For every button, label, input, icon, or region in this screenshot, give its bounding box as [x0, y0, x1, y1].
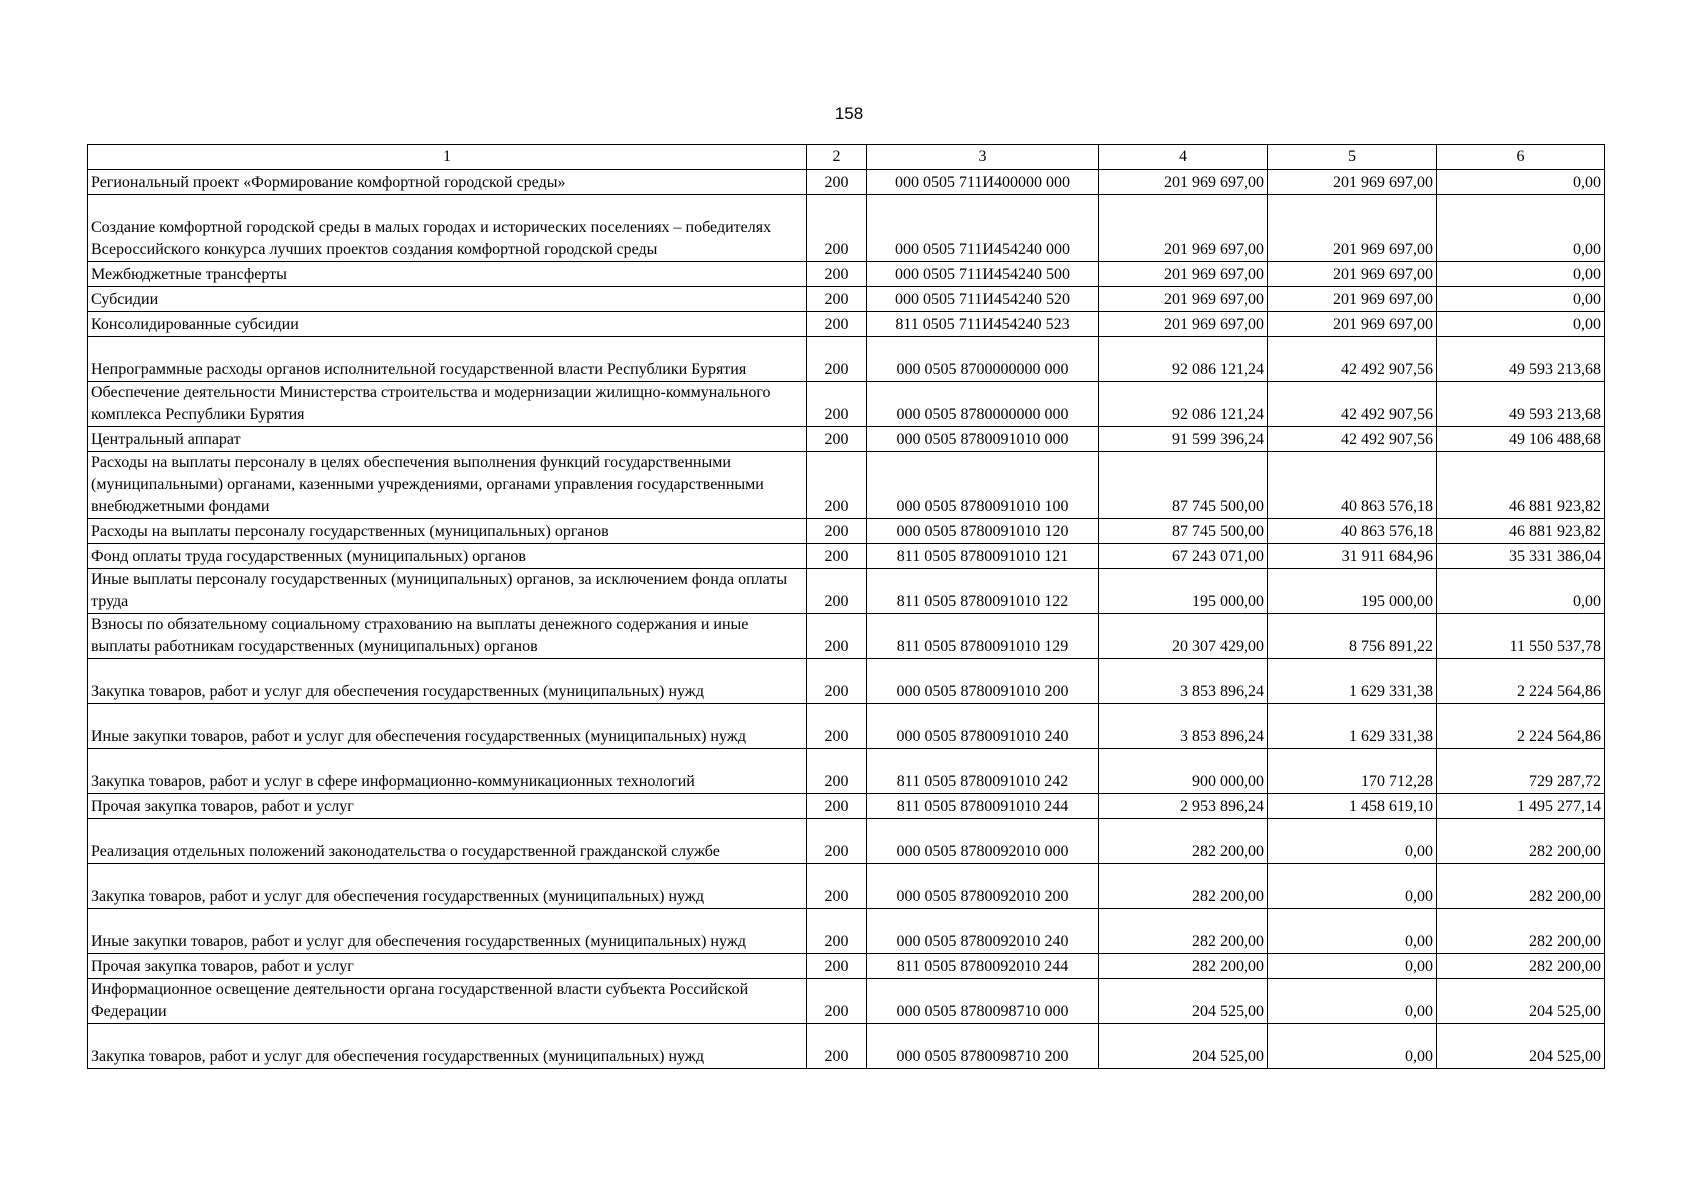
- row-classification-cell: 000 0505 8780000000 000: [867, 382, 1099, 427]
- row-classification-cell: 000 0505 8780091010 120: [867, 519, 1099, 544]
- row-amount-4-cell: 204 525,00: [1099, 979, 1268, 1024]
- row-amount-4-cell: 2 953 896,24: [1099, 794, 1268, 819]
- row-code-cell: 200: [807, 954, 867, 979]
- row-name-cell: Реализация отдельных положений законодательства о государственной гражданской службе: [88, 819, 807, 864]
- row-classification-cell: 811 0505 711И454240 523: [867, 312, 1099, 337]
- row-code-cell: 200: [807, 312, 867, 337]
- row-classification-cell: 000 0505 8780092010 240: [867, 909, 1099, 954]
- row-name-cell: Непрограммные расходы органов исполнительной государственной власти Республики Бурятия: [88, 337, 807, 382]
- row-amount-5-cell: 201 969 697,00: [1268, 287, 1437, 312]
- row-amount-4-cell: 3 853 896,24: [1099, 704, 1268, 749]
- row-classification-cell: 000 0505 711И454240 520: [867, 287, 1099, 312]
- row-amount-5-cell: 42 492 907,56: [1268, 337, 1437, 382]
- row-amount-6-cell: 49 106 488,68: [1437, 427, 1605, 452]
- row-classification-cell: 811 0505 8780091010 121: [867, 544, 1099, 569]
- row-amount-5-cell: 0,00: [1268, 1024, 1437, 1069]
- table-row: [88, 954, 1605, 979]
- row-amount-6-cell: 729 287,72: [1437, 749, 1605, 794]
- row-amount-4-cell: 201 969 697,00: [1099, 287, 1268, 312]
- row-name-cell: Консолидированные субсидии: [88, 312, 807, 337]
- row-amount-6-cell: 0,00: [1437, 287, 1605, 312]
- row-code-cell: 200: [807, 452, 867, 519]
- row-amount-4-cell: 204 525,00: [1099, 1024, 1268, 1069]
- row-amount-6-cell: 2 224 564,86: [1437, 704, 1605, 749]
- row-code-cell: 200: [807, 427, 867, 452]
- row-code-cell: 200: [807, 170, 867, 195]
- table-row: [88, 749, 1605, 794]
- row-amount-5-cell: 40 863 576,18: [1268, 452, 1437, 519]
- row-code-cell: 200: [807, 614, 867, 659]
- row-name-cell: Расходы на выплаты персоналу в целях обеспечения выполнения функций государственными (муниципальными) органами, казенными учреждениями, органами управления государственными внебюджетными фондами: [88, 452, 807, 519]
- row-amount-5-cell: 8 756 891,22: [1268, 614, 1437, 659]
- row-amount-6-cell: 1 495 277,14: [1437, 794, 1605, 819]
- row-name-cell: Иные выплаты персоналу государственных (муниципальных) органов, за исключением фонда оплаты труда: [88, 569, 807, 614]
- row-amount-4-cell: 282 200,00: [1099, 954, 1268, 979]
- row-code-cell: 200: [807, 544, 867, 569]
- table-row: [88, 312, 1605, 337]
- row-amount-6-cell: 282 200,00: [1437, 819, 1605, 864]
- row-name-cell: Закупка товаров, работ и услуг в сфере информационно-коммуникационных технологий: [88, 749, 807, 794]
- row-amount-5-cell: 1 629 331,38: [1268, 704, 1437, 749]
- row-classification-cell: 000 0505 8780098710 000: [867, 979, 1099, 1024]
- row-amount-6-cell: 46 881 923,82: [1437, 519, 1605, 544]
- row-code-cell: 200: [807, 382, 867, 427]
- row-amount-4-cell: 282 200,00: [1099, 909, 1268, 954]
- row-amount-5-cell: 0,00: [1268, 864, 1437, 909]
- row-amount-6-cell: 0,00: [1437, 170, 1605, 195]
- row-classification-cell: 811 0505 8780091010 244: [867, 794, 1099, 819]
- row-amount-5-cell: 1 458 619,10: [1268, 794, 1437, 819]
- row-name-cell: Информационное освещение деятельности органа государственной власти субъекта Российской Федерации: [88, 979, 807, 1024]
- table-row: [88, 337, 1605, 382]
- table-row: [88, 382, 1605, 427]
- column-header-4: 4: [1099, 145, 1268, 170]
- row-amount-4-cell: 201 969 697,00: [1099, 312, 1268, 337]
- row-amount-5-cell: 0,00: [1268, 819, 1437, 864]
- row-amount-6-cell: 204 525,00: [1437, 1024, 1605, 1069]
- row-amount-6-cell: 282 200,00: [1437, 864, 1605, 909]
- row-code-cell: 200: [807, 195, 867, 262]
- row-amount-4-cell: 282 200,00: [1099, 864, 1268, 909]
- column-header-3: 3: [867, 145, 1099, 170]
- row-classification-cell: 000 0505 711И454240 500: [867, 262, 1099, 287]
- row-code-cell: 200: [807, 337, 867, 382]
- row-name-cell: Иные закупки товаров, работ и услуг для обеспечения государственных (муниципальных) нужд: [88, 909, 807, 954]
- table-row: [88, 909, 1605, 954]
- table-row: [88, 659, 1605, 704]
- row-amount-5-cell: 201 969 697,00: [1268, 312, 1437, 337]
- row-name-cell: Создание комфортной городской среды в малых городах и исторических поселениях – победителях Всероссийского конкурса лучших проектов создания комфортной городской среды: [88, 195, 807, 262]
- table-row: [88, 452, 1605, 519]
- row-amount-5-cell: 201 969 697,00: [1268, 170, 1437, 195]
- table-row: [88, 1024, 1605, 1069]
- row-amount-4-cell: 92 086 121,24: [1099, 337, 1268, 382]
- row-classification-cell: 000 0505 8700000000 000: [867, 337, 1099, 382]
- row-amount-5-cell: 42 492 907,56: [1268, 427, 1437, 452]
- table-row: [88, 819, 1605, 864]
- row-name-cell: Субсидии: [88, 287, 807, 312]
- row-code-cell: 200: [807, 794, 867, 819]
- row-classification-cell: 811 0505 8780091010 122: [867, 569, 1099, 614]
- row-name-cell: Иные закупки товаров, работ и услуг для обеспечения государственных (муниципальных) нужд: [88, 704, 807, 749]
- row-amount-4-cell: 91 599 396,24: [1099, 427, 1268, 452]
- row-amount-6-cell: 2 224 564,86: [1437, 659, 1605, 704]
- row-amount-4-cell: 87 745 500,00: [1099, 519, 1268, 544]
- row-classification-cell: 000 0505 8780098710 200: [867, 1024, 1099, 1069]
- row-classification-cell: 000 0505 8780091010 000: [867, 427, 1099, 452]
- row-amount-5-cell: 201 969 697,00: [1268, 262, 1437, 287]
- row-name-cell: Фонд оплаты труда государственных (муниципальных) органов: [88, 544, 807, 569]
- table-row: [88, 979, 1605, 1024]
- row-name-cell: Закупка товаров, работ и услуг для обеспечения государственных (муниципальных) нужд: [88, 1024, 807, 1069]
- row-amount-4-cell: 87 745 500,00: [1099, 452, 1268, 519]
- row-code-cell: 200: [807, 659, 867, 704]
- row-name-cell: Прочая закупка товаров, работ и услуг: [88, 794, 807, 819]
- row-code-cell: 200: [807, 262, 867, 287]
- row-classification-cell: 000 0505 8780092010 000: [867, 819, 1099, 864]
- budget-table: [87, 144, 1605, 1069]
- row-amount-4-cell: 20 307 429,00: [1099, 614, 1268, 659]
- row-amount-4-cell: 67 243 071,00: [1099, 544, 1268, 569]
- row-name-cell: Прочая закупка товаров, работ и услуг: [88, 954, 807, 979]
- table-row: [88, 195, 1605, 262]
- row-name-cell: Закупка товаров, работ и услуг для обеспечения государственных (муниципальных) нужд: [88, 864, 807, 909]
- row-code-cell: 200: [807, 569, 867, 614]
- table-row: [88, 170, 1605, 195]
- row-classification-cell: 000 0505 8780091010 100: [867, 452, 1099, 519]
- row-code-cell: 200: [807, 287, 867, 312]
- row-name-cell: Региональный проект «Формирование комфортной городской среды»: [88, 170, 807, 195]
- column-header-2: 2: [807, 145, 867, 170]
- row-amount-6-cell: 0,00: [1437, 569, 1605, 614]
- row-classification-cell: 811 0505 8780092010 244: [867, 954, 1099, 979]
- column-header-5: 5: [1268, 145, 1437, 170]
- row-amount-5-cell: 170 712,28: [1268, 749, 1437, 794]
- row-amount-5-cell: 31 911 684,96: [1268, 544, 1437, 569]
- row-classification-cell: 000 0505 8780091010 200: [867, 659, 1099, 704]
- page-number: 158: [834, 104, 864, 123]
- row-amount-5-cell: 195 000,00: [1268, 569, 1437, 614]
- row-classification-cell: 000 0505 8780092010 200: [867, 864, 1099, 909]
- row-amount-6-cell: 46 881 923,82: [1437, 452, 1605, 519]
- row-amount-5-cell: 0,00: [1268, 979, 1437, 1024]
- table-row: [88, 262, 1605, 287]
- row-amount-6-cell: 0,00: [1437, 262, 1605, 287]
- row-amount-4-cell: 201 969 697,00: [1099, 170, 1268, 195]
- row-name-cell: Межбюджетные трансферты: [88, 262, 807, 287]
- table-row: [88, 704, 1605, 749]
- row-amount-6-cell: 35 331 386,04: [1437, 544, 1605, 569]
- row-name-cell: Закупка товаров, работ и услуг для обеспечения государственных (муниципальных) нужд: [88, 659, 807, 704]
- row-amount-6-cell: 0,00: [1437, 312, 1605, 337]
- row-name-cell: Обеспечение деятельности Министерства строительства и модернизации жилищно-коммунального комплекса Республики Бурятия: [88, 382, 807, 427]
- row-classification-cell: 000 0505 711И454240 000: [867, 195, 1099, 262]
- row-amount-4-cell: 900 000,00: [1099, 749, 1268, 794]
- row-name-cell: Центральный аппарат: [88, 427, 807, 452]
- table-row: [88, 544, 1605, 569]
- row-amount-5-cell: 0,00: [1268, 909, 1437, 954]
- row-amount-5-cell: 1 629 331,38: [1268, 659, 1437, 704]
- column-header-1: 1: [88, 145, 807, 170]
- row-amount-6-cell: 204 525,00: [1437, 979, 1605, 1024]
- row-amount-4-cell: 201 969 697,00: [1099, 195, 1268, 262]
- row-code-cell: 200: [807, 864, 867, 909]
- table-body: [88, 170, 1605, 1069]
- row-code-cell: 200: [807, 704, 867, 749]
- row-amount-4-cell: 201 969 697,00: [1099, 262, 1268, 287]
- row-amount-5-cell: 42 492 907,56: [1268, 382, 1437, 427]
- row-amount-4-cell: 282 200,00: [1099, 819, 1268, 864]
- row-amount-4-cell: 92 086 121,24: [1099, 382, 1268, 427]
- row-classification-cell: 811 0505 8780091010 242: [867, 749, 1099, 794]
- row-amount-6-cell: 49 593 213,68: [1437, 382, 1605, 427]
- row-code-cell: 200: [807, 1024, 867, 1069]
- row-amount-6-cell: 282 200,00: [1437, 909, 1605, 954]
- table-header: [88, 145, 1605, 170]
- row-code-cell: 200: [807, 909, 867, 954]
- row-classification-cell: 811 0505 8780091010 129: [867, 614, 1099, 659]
- row-classification-cell: 000 0505 8780091010 240: [867, 704, 1099, 749]
- row-code-cell: 200: [807, 749, 867, 794]
- table-row: [88, 427, 1605, 452]
- column-header-6: 6: [1437, 145, 1605, 170]
- row-amount-6-cell: 0,00: [1437, 195, 1605, 262]
- table-row: [88, 794, 1605, 819]
- table-row: [88, 864, 1605, 909]
- table-row: [88, 287, 1605, 312]
- row-amount-6-cell: 11 550 537,78: [1437, 614, 1605, 659]
- row-amount-6-cell: 49 593 213,68: [1437, 337, 1605, 382]
- row-classification-cell: 000 0505 711И400000 000: [867, 170, 1099, 195]
- row-amount-5-cell: 201 969 697,00: [1268, 195, 1437, 262]
- row-amount-4-cell: 195 000,00: [1099, 569, 1268, 614]
- row-code-cell: 200: [807, 979, 867, 1024]
- row-amount-6-cell: 282 200,00: [1437, 954, 1605, 979]
- row-amount-5-cell: 40 863 576,18: [1268, 519, 1437, 544]
- table-row: [88, 569, 1605, 614]
- row-amount-5-cell: 0,00: [1268, 954, 1437, 979]
- table-row: [88, 614, 1605, 659]
- row-name-cell: Расходы на выплаты персоналу государственных (муниципальных) органов: [88, 519, 807, 544]
- row-amount-4-cell: 3 853 896,24: [1099, 659, 1268, 704]
- row-name-cell: Взносы по обязательному социальному страхованию на выплаты денежного содержания и иные выплаты работникам государственных (муниципальных) органов: [88, 614, 807, 659]
- row-code-cell: 200: [807, 819, 867, 864]
- table-row: [88, 519, 1605, 544]
- row-code-cell: 200: [807, 519, 867, 544]
